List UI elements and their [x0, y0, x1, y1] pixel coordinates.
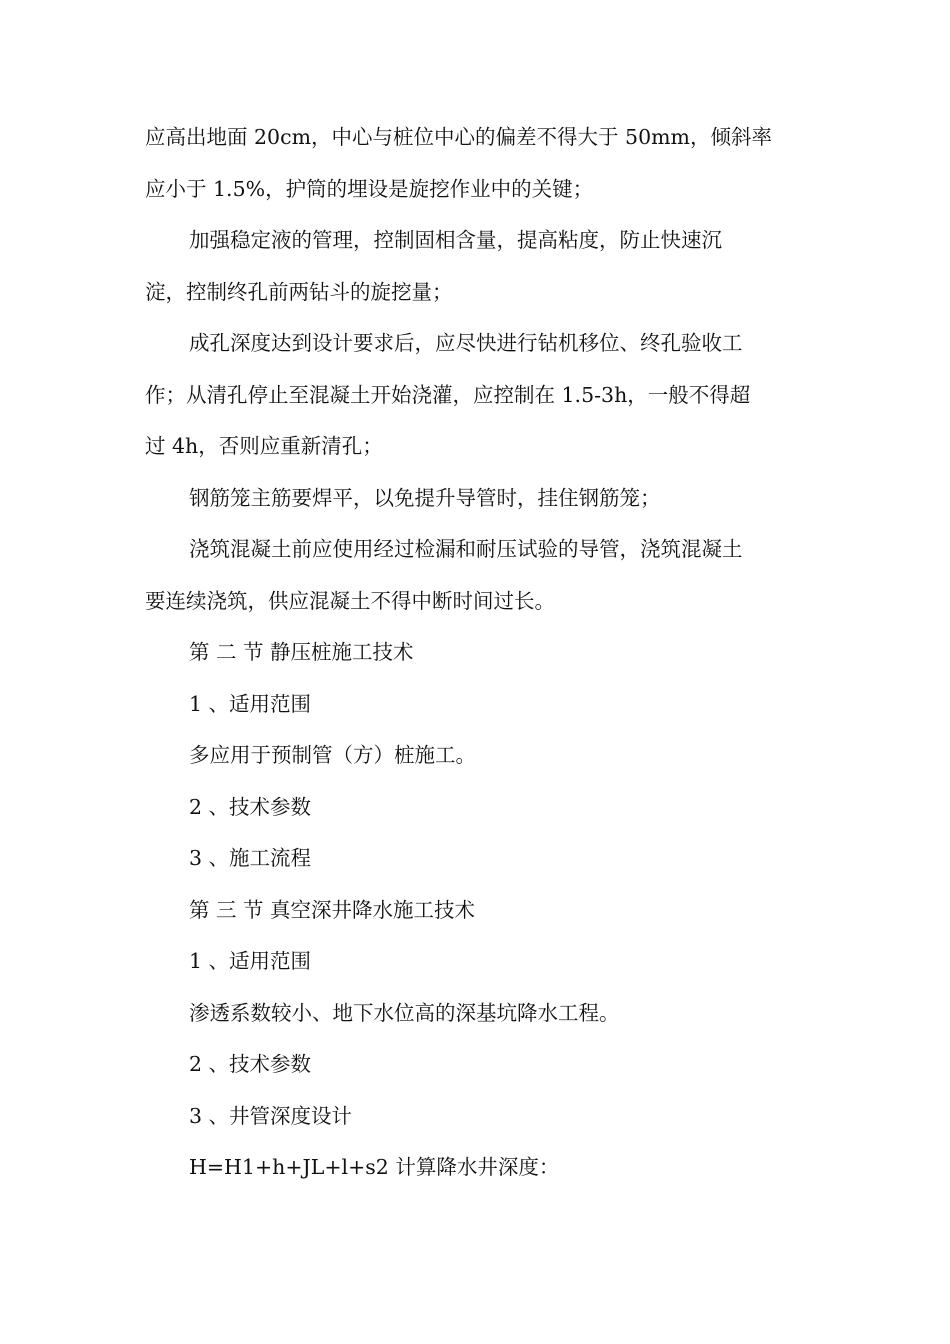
- paragraph-line: 应小于 1.5%，护筒的埋设是旋挖作业中的关键；: [145, 176, 594, 201]
- section-heading: 第 三 节 真空深井降水施工技术: [189, 897, 476, 922]
- paragraph-line: 淀，控制终孔前两钻斗的旋挖量；: [145, 279, 453, 304]
- paragraph-line: 加强稳定液的管理，控制固相含量，提高粘度，防止快速沉: [189, 228, 722, 252]
- subsection-heading: 2 、技术参数: [189, 794, 312, 819]
- document-body: [145, 112, 805, 1194]
- paragraph-line: 多应用于预制管（方）桩施工。: [189, 743, 476, 767]
- subsection-heading: 1 、适用范围: [189, 691, 312, 716]
- subsection-heading: 3 、井管深度设计: [189, 1103, 353, 1128]
- subsection-heading: 2 、技术参数: [189, 1052, 312, 1076]
- paragraph-line: 作；从清孔停止至混凝土开始浇灌，应控制在 1.5-3h，一般不得超: [145, 382, 751, 407]
- subsection-heading: 1 、适用范围: [189, 949, 312, 973]
- paragraph-line: 渗透系数较小、地下水位高的深基坑降水工程。: [189, 1000, 620, 1025]
- paragraph-line: 过 4h，否则应重新清孔；: [145, 434, 383, 458]
- paragraph-line: 浇筑混凝土前应使用经过检漏和耐压试验的导管，浇筑混凝土: [189, 537, 743, 561]
- formula-line: H=H1+h+JL+l+s2 计算降水井深度：: [189, 1155, 560, 1179]
- section-heading: 第 二 节 静压桩施工技术: [189, 640, 414, 664]
- paragraph-line: 钢筋笼主筋要焊平，以免提升导管时，挂住钢筋笼；: [189, 485, 661, 510]
- subsection-heading: 3 、施工流程: [189, 846, 312, 870]
- paragraph-line: 成孔深度达到设计要求后，应尽快进行钻机移位、终孔验收工: [189, 331, 743, 355]
- paragraph-line: 应高出地面 20cm，中心与桩位中心的偏差不得大于 50mm，倾斜率: [145, 125, 773, 149]
- paragraph-line: 要连续浇筑，供应混凝土不得中断时间过长。: [145, 588, 555, 613]
